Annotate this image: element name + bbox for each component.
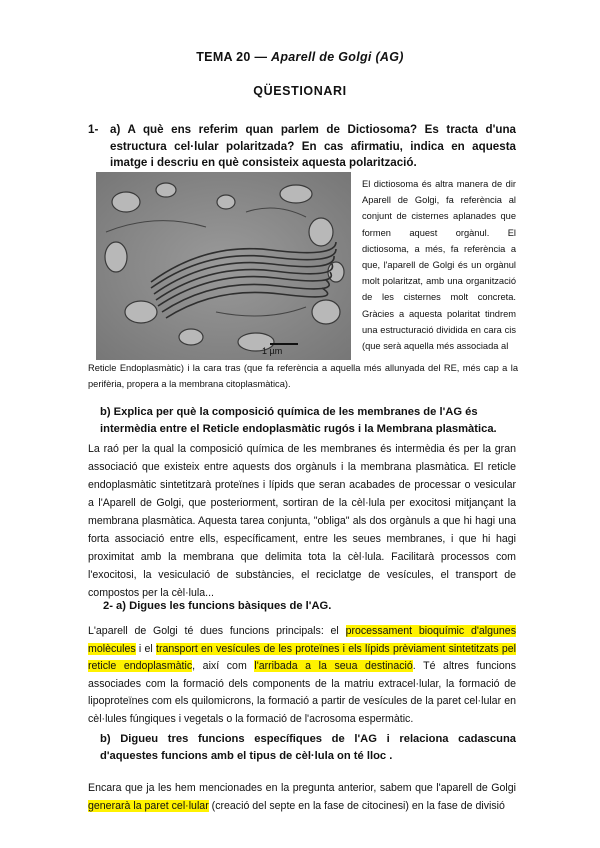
- question-2a: 2- a) Digues les funcions bàsiques de l'AG.: [103, 600, 332, 612]
- answer-2b-text-2: (creació del septe en la fase de citocinesi) en la fase de divisió: [208, 800, 505, 812]
- question-1a-text: a) A què ens referim quan parlem de Dictiosoma? Es tracta d'una estructura cel·lular polaritzada? En cas afirmatiu, indica en aquesta imatge i descriu en què consisteix aquesta polarització.: [110, 123, 516, 169]
- dictyosome-micrograph: [96, 172, 351, 360]
- page-title: [0, 50, 600, 64]
- answer-1a-continuation: Reticle Endoplasmàtic) i la cara tras (que fa referència a aquella més allunyada del RE, més cap a la perifèria, propera a la membrana citoplasmàtica).: [88, 363, 518, 389]
- answer-2b-text-1: Encara que ja les hem mencionades en la pregunta anterior, sabem que l'aparell de Golgi: [88, 782, 516, 794]
- answer-2b-highlight-1: generarà la paret cel·lular: [88, 800, 209, 812]
- answer-2a-highlight-2: transport en vesícules de les proteïnes i els lípids prèviament sintetitzats pel reticle endoplasmàtic: [88, 642, 516, 672]
- question-2b: b) Digueu tres funcions específiques de l'AG i relaciona cadascuna d'aquestes funcions amb el tipus de cèl·lula on té lloc .: [100, 733, 516, 762]
- title-topic-name: Aparell de Golgi (AG): [271, 50, 404, 64]
- answer-1b-paragraph: La raó per la qual la composició química de les membranes és intermèdia és per la gran associació que existeix entre aquests dos orgànuls i la membrana plasmàtica. El reticle endoplasmàtic sintetitzarà proteïnes i lípids que seran acabades de processar o vesicular a l'Aparell de Golgi, que posteriorment, sortiran de la cèl·lula per exocitosi mitjançant la membrana plasmàtica. Aquesta tarea conjunta, "obliga" als dos orgànuls a que hi hagi una forta associació entre ells, específicament, entre les seues membranes, i que hi hagi proximitat amb la membrana que delimita tota la cèl·lula. Facilitarà processos com l'exocitosi, la vesiculació de substàncies, el reciclatge de vesícules, el transport de compostos per la cèl·lula...: [88, 443, 516, 599]
- scale-bar: [270, 343, 298, 345]
- question-1b: b) Explica per què la composició química de les membranes de l'AG és intermèdia entre el Reticle endoplasmàtic rugós i la Membrana plasmàtica.: [100, 406, 497, 435]
- question-1a-number: 1-: [88, 123, 99, 136]
- answer-2a-text-1: L'aparell de Golgi té dues funcions principals: el: [88, 625, 346, 637]
- answer-1a-side-text: El dictiosoma és altra manera de dir Aparell de Golgi, fa referència al conjunt de cisternes aplanades que formen aquest orgànul. El dictiosoma, a més, fa referència a que, l'aparell de Golgi és un orgànul molt polaritzat, amb una organització de les cisternes molt concreta. Gràcies a aquesta polaritat tindrem una estructuració dividida en cara cis (que serà aquella més associada al: [362, 179, 516, 352]
- answer-2a-highlight-1: processament bioquímic d'algunes molècules: [88, 625, 516, 655]
- answer-2a-highlight-3: l'arribada a la seua destinació: [254, 660, 413, 672]
- micrograph-image: [96, 172, 351, 360]
- answer-2a-text-4: . Té altres funcions associades com la formació dels components de la matriu extracel·lular, la formació de lipoproteïnes com els quilomicrons, la formació a partir de vesícules de la paret cel·lular en cèl·lules fúngiques i vegetals o la formació de l'acrosoma espermàtic.: [88, 660, 516, 725]
- question-1a: [88, 122, 516, 172]
- title-topic-number: TEMA 20 —: [196, 50, 272, 64]
- answer-2a-text-2: i el: [135, 642, 156, 655]
- answer-2b-paragraph: [88, 779, 516, 815]
- page-subtitle: QÜESTIONARI: [253, 84, 347, 98]
- answer-2a-paragraph: [88, 623, 516, 728]
- answer-2a-text-3: , així com: [192, 660, 255, 672]
- scale-bar-label: 1 µm: [262, 346, 283, 356]
